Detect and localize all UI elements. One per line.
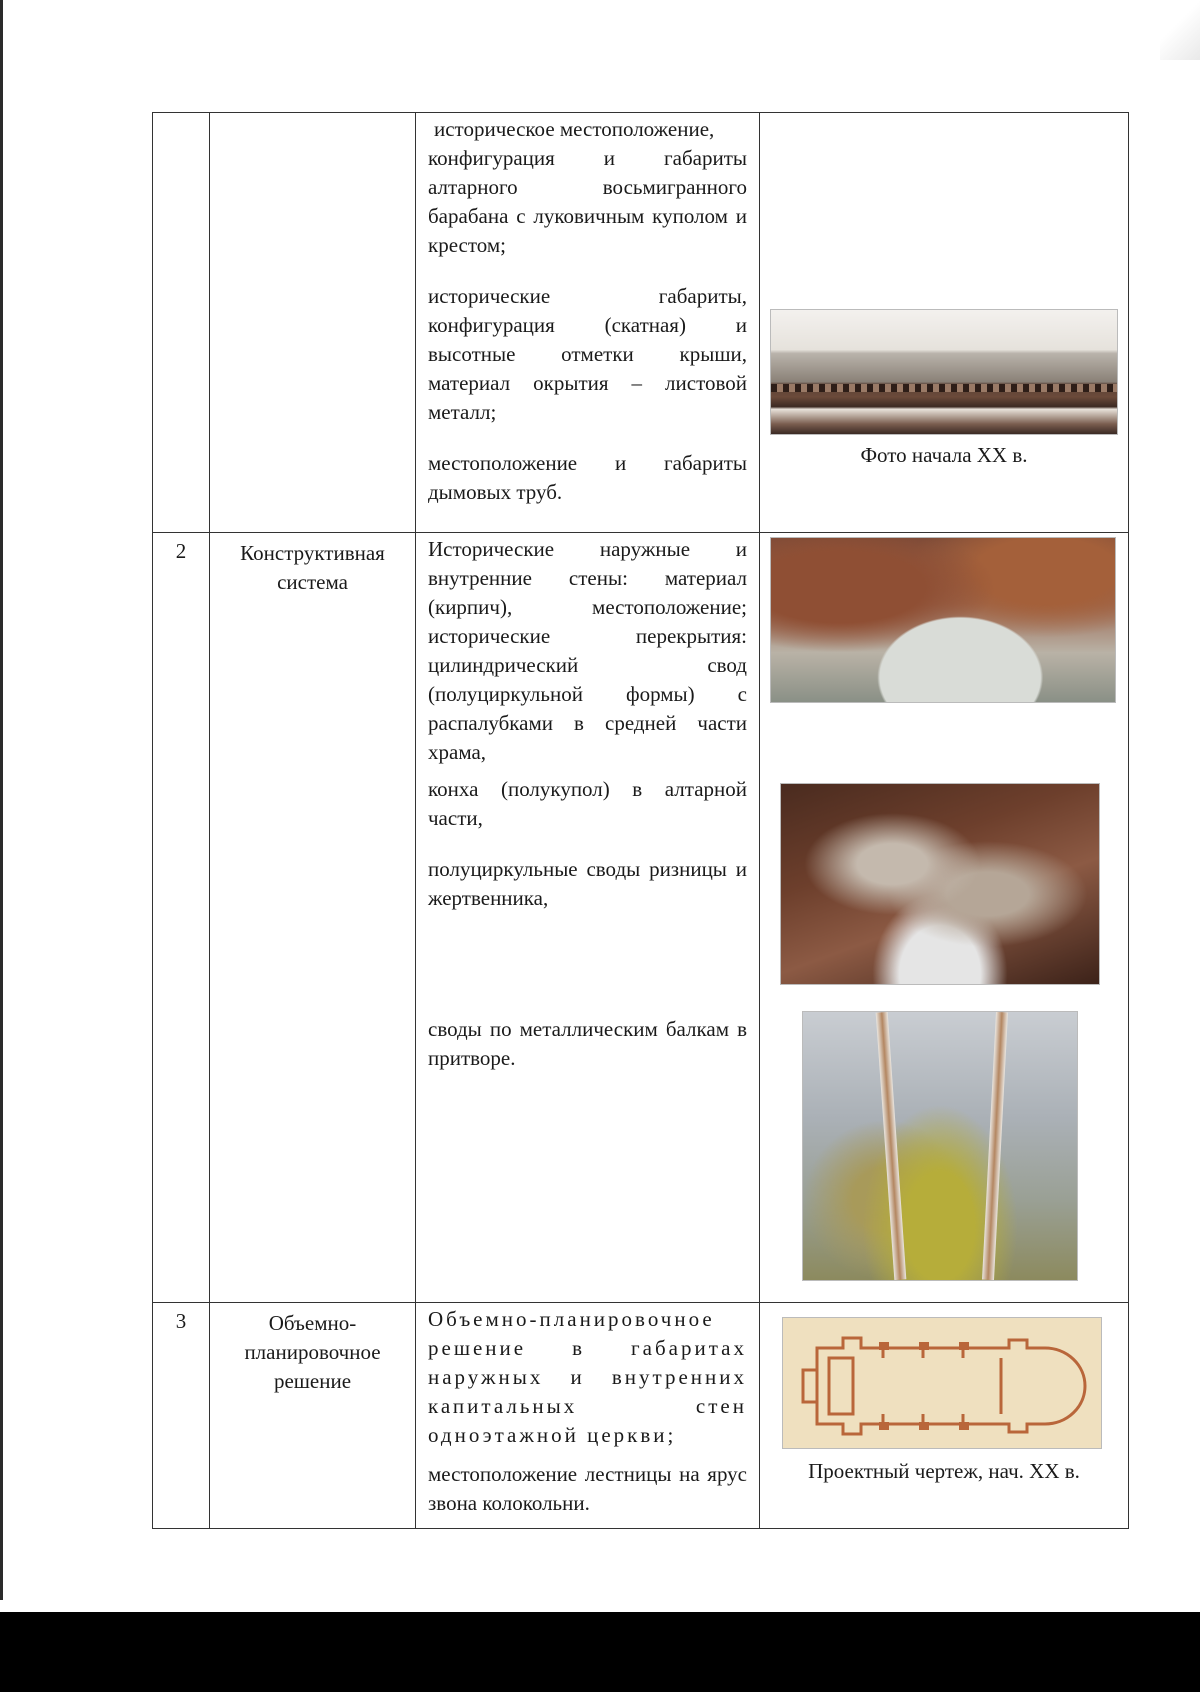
table-row — [153, 1303, 1129, 1529]
row-name — [210, 113, 416, 533]
desc-paragraph: исторические габариты, конфигурация (скатная) и высотные отметки крыши, материал окрытия – листовой металл; — [428, 284, 747, 424]
plan-drawing — [782, 1317, 1102, 1449]
porch-vault-photo — [802, 1011, 1078, 1281]
desc-paragraph: конха (полукупол) в алтарной части, — [428, 777, 747, 830]
desc-paragraph: Объемно-планировочное решение в габаритах наружных и внутренних капитальных стен одноэтажной церкви; — [428, 1307, 747, 1447]
desc-paragraph: Исторические наружные и внутренние стены: материал (кирпич), местоположение; исторические перекрытия: цилиндрический свод (полуциркульной формы) с распалубками в средней части храма, — [428, 537, 747, 764]
desc-paragraph: местоположение и габариты дымовых труб. — [428, 451, 747, 504]
row-number: 3 — [153, 1303, 210, 1529]
photo-cell — [760, 1303, 1129, 1529]
row-number: 2 — [153, 533, 210, 1303]
photo-caption: Фото начала XX в. — [860, 443, 1028, 467]
photo-cell — [760, 113, 1129, 533]
desc-paragraph: полуциркульные своды ризницы и жертвенника, — [428, 857, 747, 910]
photo-cell — [760, 533, 1129, 1303]
row-description — [416, 113, 760, 533]
drawing-caption: Проектный чертеж, нач. XX в. — [808, 1459, 1080, 1483]
scan-edge — [0, 0, 3, 1600]
nave-vault-photo — [770, 537, 1116, 703]
desc-paragraph: конфигурация и габариты алтарного восьмигранного барабана с луковичным куполом и крестом; — [428, 146, 747, 257]
apse-conch-photo — [780, 783, 1100, 985]
row-number — [153, 113, 210, 533]
table-row — [153, 113, 1129, 533]
scan-bottom-bar — [0, 1612, 1200, 1692]
row-name: Конструктивная система — [210, 533, 416, 1303]
desc-paragraph: местоположение лестницы на ярус звона колокольни. — [428, 1462, 747, 1515]
row-description — [416, 1303, 760, 1529]
heritage-table — [152, 112, 1129, 1529]
row-description — [416, 533, 760, 1303]
row-name: Объемно-планировочное решение — [210, 1303, 416, 1529]
table-row — [153, 533, 1129, 1303]
desc-paragraph: историческое местоположение, — [434, 117, 715, 141]
historic-roof-photo — [770, 309, 1118, 435]
desc-paragraph: своды по металлическим балкам в притворе. — [428, 1017, 747, 1070]
scan-corner — [1160, 0, 1200, 60]
